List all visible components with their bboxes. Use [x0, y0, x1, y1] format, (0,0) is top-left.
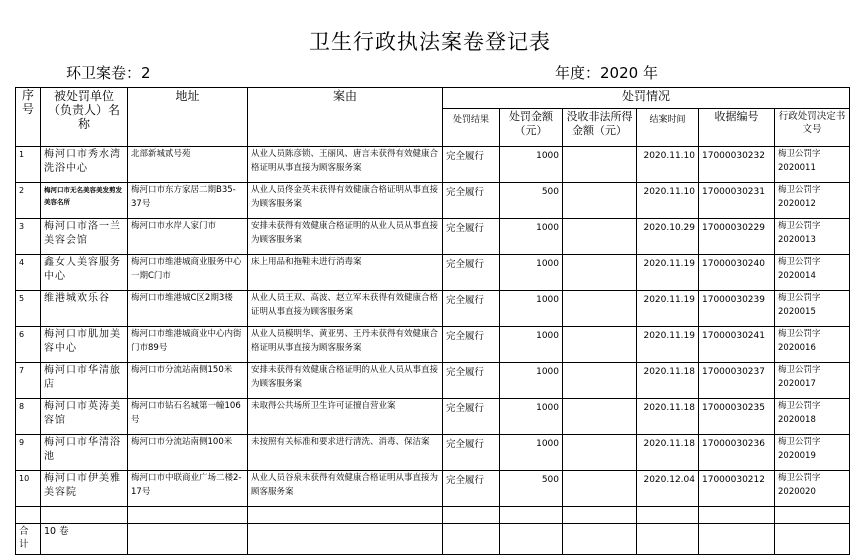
row-time: 2020.11.18: [637, 363, 699, 399]
header-receipt: 收据编号: [699, 108, 775, 146]
row-unit: 梅河口市华清浴池: [41, 435, 128, 471]
row-doc: 梅卫公罚字2020012: [775, 183, 850, 219]
row-time: 2020.11.10: [637, 183, 699, 219]
row-address: 梅河口市东方家居二期B35-37号: [128, 183, 248, 219]
row-address: 梅河口市分流站南侧100米: [128, 435, 248, 471]
table-row: [16, 147, 850, 183]
row-receipt: 17000030235: [699, 399, 775, 435]
empty-cell: [443, 507, 500, 524]
volume-label: 环卫案卷：2: [66, 64, 151, 82]
total-row: [16, 524, 850, 555]
row-receipt: 17000030237: [699, 363, 775, 399]
row-no: 2: [16, 183, 41, 219]
table-row: [16, 471, 850, 507]
header-cause: 案由: [248, 88, 443, 147]
row-unit: 梅河口市肌加美容中心: [41, 327, 128, 363]
row-doc: 梅卫公罚字2020014: [775, 255, 850, 291]
empty-cell: [128, 507, 248, 524]
row-amount: 1000: [500, 219, 563, 255]
header-row-1: [16, 88, 850, 109]
empty-cell: [637, 507, 699, 524]
table-row: [16, 399, 850, 435]
row-address: 梅河口市钻石名城第一幢106号: [128, 399, 248, 435]
table-row: [16, 255, 850, 291]
row-receipt: 17000030236: [699, 435, 775, 471]
row-unit: 维港城欢乐谷: [41, 291, 128, 327]
row-confiscated: [563, 183, 637, 219]
row-no: 7: [16, 363, 41, 399]
row-receipt: 17000030232: [699, 147, 775, 183]
row-unit: 梅河口市秀水湾洗浴中心: [41, 147, 128, 183]
header-doc-no: 行政处罚决定书文号: [775, 108, 850, 146]
row-doc: 梅卫公罚字2020019: [775, 435, 850, 471]
row-result: 完全履行: [443, 435, 500, 471]
row-result: 完全履行: [443, 291, 500, 327]
row-doc: 梅卫公罚字2020011: [775, 147, 850, 183]
row-confiscated: [563, 399, 637, 435]
row-address: 梅河口市水岸人家门市: [128, 219, 248, 255]
row-amount: 1000: [500, 327, 563, 363]
row-time: 2020.11.18: [637, 435, 699, 471]
row-receipt: 17000030240: [699, 255, 775, 291]
row-address: 北部新城贰号苑: [128, 147, 248, 183]
table-row: [16, 291, 850, 327]
row-no: 3: [16, 219, 41, 255]
row-confiscated: [563, 147, 637, 183]
empty-cell: [248, 524, 443, 555]
header-address: 地址: [128, 88, 248, 147]
row-cause: 从业人员模明华、黄亚男、王丹未获得有效健康合格证明从事直接为顾客服务案: [248, 327, 443, 363]
row-confiscated: [563, 219, 637, 255]
page-title: 卫生行政执法案卷登记表: [309, 30, 551, 54]
row-address: 梅河口市维港城C区2期3楼: [128, 291, 248, 327]
row-doc: 梅卫公罚字2020018: [775, 399, 850, 435]
row-cause: 从业人员王双、高波、赵立军未获得有效健康合格证明从事直接为顾客服务案: [248, 291, 443, 327]
row-result: 完全履行: [443, 471, 500, 507]
table-row: [16, 435, 850, 471]
row-result: 完全履行: [443, 399, 500, 435]
row-result: 完全履行: [443, 363, 500, 399]
empty-cell: [775, 507, 850, 524]
row-confiscated: [563, 471, 637, 507]
row-confiscated: [563, 363, 637, 399]
row-cause: 安排未获得有效健康合格证明的从业人员从事直接为顾客服务案: [248, 363, 443, 399]
empty-cell: [41, 507, 128, 524]
row-result: 完全履行: [443, 255, 500, 291]
header-result: 处罚结果: [443, 108, 500, 146]
year-label: 年度：2020 年: [555, 64, 658, 82]
row-doc: 梅卫公罚字2020020: [775, 471, 850, 507]
row-doc: 梅卫公罚字2020017: [775, 363, 850, 399]
row-amount: 1000: [500, 435, 563, 471]
header-penalty-info: 处罚情况: [443, 88, 850, 109]
row-time: 2020.11.18: [637, 399, 699, 435]
table-row: [16, 363, 850, 399]
row-confiscated: [563, 327, 637, 363]
row-unit: 梅河口市英涛美容馆: [41, 399, 128, 435]
row-address: 梅河口市分流站南侧150米: [128, 363, 248, 399]
header-confiscated: 没收非法所得金额（元）: [563, 108, 637, 146]
row-receipt: 17000030231: [699, 183, 775, 219]
empty-cell: [563, 507, 637, 524]
row-amount: 1000: [500, 291, 563, 327]
row-result: 完全履行: [443, 327, 500, 363]
row-confiscated: [563, 435, 637, 471]
row-receipt: 17000030229: [699, 219, 775, 255]
row-receipt: 17000030241: [699, 327, 775, 363]
table-row: [16, 219, 850, 255]
row-unit: 梅河口市洛一兰美容会馆: [41, 219, 128, 255]
total-value: 10 卷: [41, 524, 128, 555]
row-result: 完全履行: [443, 183, 500, 219]
row-no: 4: [16, 255, 41, 291]
empty-cell: [128, 524, 248, 555]
row-cause: 未取得公共场所卫生许可证擅自营业案: [248, 399, 443, 435]
row-no: 9: [16, 435, 41, 471]
header-amount: 处罚金额（元）: [500, 108, 563, 146]
empty-cell: [563, 524, 637, 555]
table-row: [16, 327, 850, 363]
row-result: 完全履行: [443, 147, 500, 183]
row-address: 梅河口市维港城商业中心内街门市89号: [128, 327, 248, 363]
row-amount: 500: [500, 471, 563, 507]
row-cause: 从业人员佟金英未获得有效健康合格证明从事直接为顾客服务案: [248, 183, 443, 219]
empty-cell: [500, 507, 563, 524]
row-cause: 安排未获得有效健康合格证明的从业人员从事直接为顾客服务案: [248, 219, 443, 255]
row-doc: 梅卫公罚字2020013: [775, 219, 850, 255]
row-address: 梅河口市中联商业广场二楼2-17号: [128, 471, 248, 507]
row-no: 6: [16, 327, 41, 363]
row-doc: 梅卫公罚字2020016: [775, 327, 850, 363]
empty-cell: [699, 507, 775, 524]
row-receipt: 17000030239: [699, 291, 775, 327]
row-cause: 从业人员谷泉未获得有效健康合格证明从事直接为顾客服务案: [248, 471, 443, 507]
row-cause: 从业人员陈彦锁、王丽风、唐言未获得有效健康合格证明从事直接为顾客服务案: [248, 147, 443, 183]
row-result: 完全履行: [443, 219, 500, 255]
header-unit: 被处罚单位（负责人）名称: [41, 88, 128, 147]
case-register-table: [15, 87, 850, 555]
header-close-time: 结案时间: [637, 108, 699, 146]
total-label: 合计: [16, 524, 41, 555]
row-doc: 梅卫公罚字2020015: [775, 291, 850, 327]
row-no: 5: [16, 291, 41, 327]
row-no: 10: [16, 471, 41, 507]
row-unit: 梅河口市伊美雅美容院: [41, 471, 128, 507]
empty-cell: [16, 507, 41, 524]
row-cause: 床上用品和拖鞋未进行消毒案: [248, 255, 443, 291]
row-time: 2020.10.29: [637, 219, 699, 255]
row-time: 2020.11.19: [637, 255, 699, 291]
empty-row: [16, 507, 850, 524]
row-unit: 鑫女人美容服务中心: [41, 255, 128, 291]
table-row: [16, 183, 850, 219]
row-amount: 1000: [500, 255, 563, 291]
row-unit: 梅河口市无名美容美发剪发美容名所: [41, 183, 128, 219]
row-time: 2020.12.04: [637, 471, 699, 507]
row-amount: 500: [500, 183, 563, 219]
row-amount: 1000: [500, 147, 563, 183]
empty-cell: [500, 524, 563, 555]
empty-cell: [637, 524, 699, 555]
empty-cell: [699, 524, 775, 555]
row-amount: 1000: [500, 399, 563, 435]
empty-cell: [443, 524, 500, 555]
row-time: 2020.11.10: [637, 147, 699, 183]
row-cause: 未按照有关标准和要求进行清洗、消毒、保洁案: [248, 435, 443, 471]
row-no: 1: [16, 147, 41, 183]
row-time: 2020.11.19: [637, 291, 699, 327]
row-unit: 梅河口市华清旅店: [41, 363, 128, 399]
header-seq: 序号: [16, 88, 41, 147]
empty-cell: [248, 507, 443, 524]
empty-cell: [775, 524, 850, 555]
row-receipt: 17000030212: [699, 471, 775, 507]
row-no: 8: [16, 399, 41, 435]
row-amount: 1000: [500, 363, 563, 399]
row-address: 梅河口市维港城商业服务中心一期C门市: [128, 255, 248, 291]
row-confiscated: [563, 291, 637, 327]
row-confiscated: [563, 255, 637, 291]
row-time: 2020.11.19: [637, 327, 699, 363]
